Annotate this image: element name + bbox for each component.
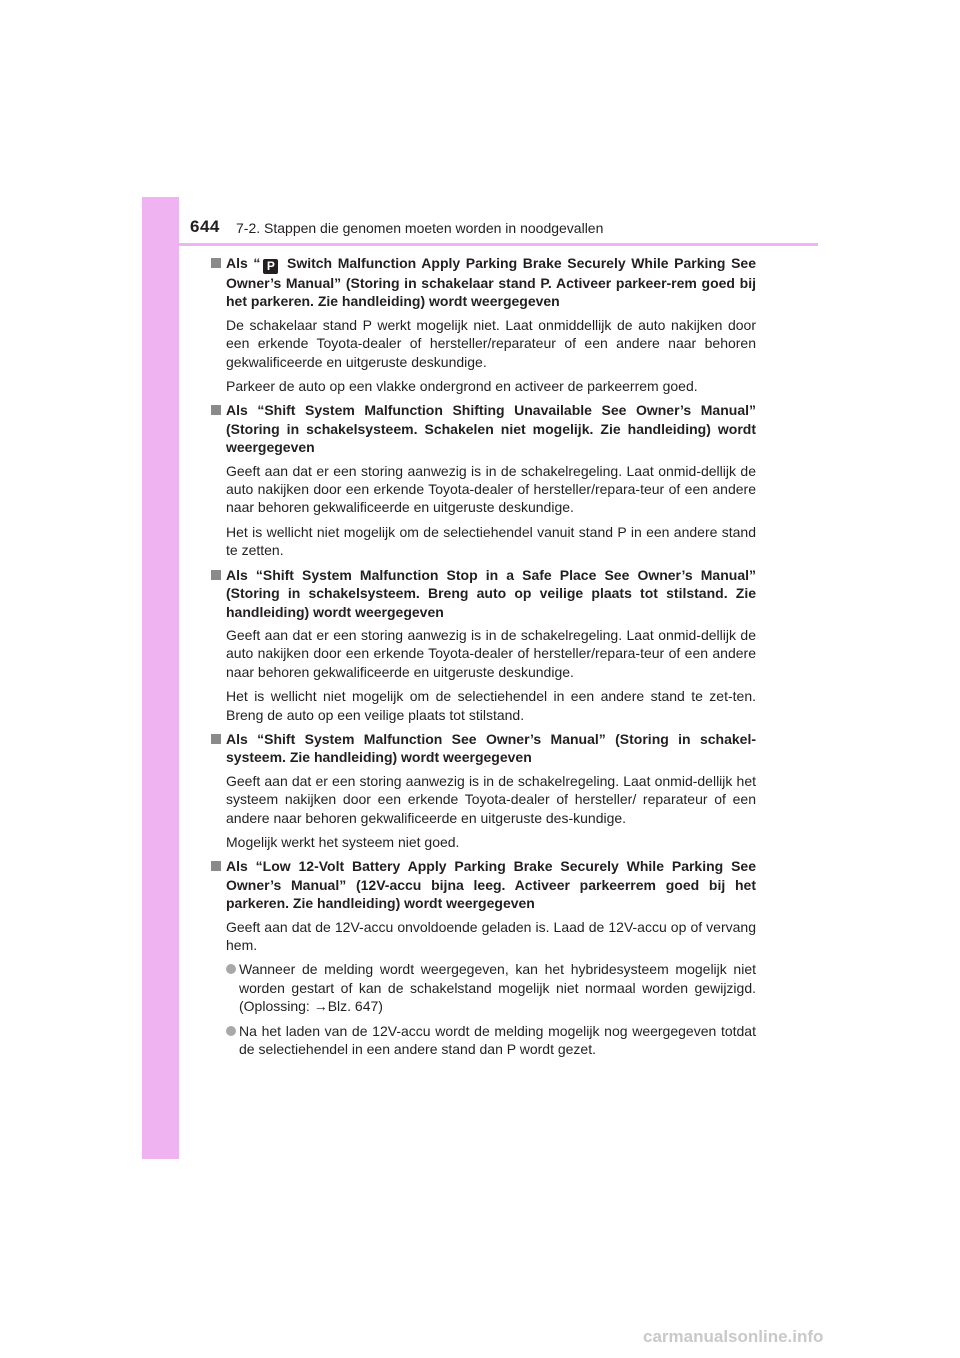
page-content <box>211 254 756 1064</box>
chapter-side-tab <box>142 197 179 1159</box>
body-paragraph: De schakelaar stand P werkt mogelijk niet. Laat onmiddellijk de auto nakijken door een erkende Toyota-dealer of hersteller/reparateur of een andere naar behoren gekwalificeerde en uitgeruste deskundige. <box>226 316 756 370</box>
square-bullet-icon <box>211 405 221 415</box>
section-heading: Als “Shift System Malfunction Stop in a Safe Place See Owner’s Manual” (Storing in schakelsysteem. Breng auto op veilige plaats tot stilstand. Zie handleiding) wordt weergegeven <box>226 566 756 620</box>
page-number: 644 <box>190 217 220 236</box>
message-section-shift-malfunction <box>211 730 756 851</box>
body-paragraph: Mogelijk werkt het systeem niet goed. <box>226 833 460 850</box>
body-paragraph: Geeft aan dat de 12V-accu onvoldoende geladen is. Laad de 12V-accu op of vervang hem. <box>226 918 756 953</box>
square-bullet-icon <box>211 861 221 871</box>
round-bullet-icon <box>226 964 236 974</box>
section-heading: Als “ P Switch Malfunction Apply Parking Brake Securely While Parking See Owner’s Manual” (Storing in schakelaar stand P. Activeer parkeer-rem goed bij het parkeren. Zie handleiding) wordt weergegeven <box>226 255 756 310</box>
section-title: 7-2. Stappen die genomen moeten worden in noodgevallen <box>236 220 604 236</box>
section-heading: Als “Low 12-Volt Battery Apply Parking Brake Securely While Parking See Owner’s Manual” (12V-accu bijna leeg. Activeer parkeerrem goed bij het parkeren. Zie handleiding) wordt weergegeven <box>226 858 756 912</box>
header-divider <box>142 243 818 246</box>
message-section-low-battery <box>211 857 756 1058</box>
message-section-p-switch <box>211 254 756 395</box>
square-bullet-icon <box>211 570 221 580</box>
body-paragraph: Geeft aan dat er een storing aanwezig is in de schakelregeling. Laat onmid-dellijk de auto nakijken door een erkende Toyota-dealer of hersteller/repara-teur of een andere naar behoren gekwalificeerde en uitgeruste deskundige. <box>226 626 756 680</box>
message-section-shifting-unavailable <box>211 401 756 559</box>
body-paragraph: Geeft aan dat er een storing aanwezig is in de schakelregeling. Laat onmid-dellijk het systeem nakijken door een erkende Toyota-dealer of hersteller/ reparateur of een andere naar behoren gekwalificeerde en uitgeruste des-kundige. <box>226 772 756 826</box>
message-section-stop-safe-place <box>211 566 756 724</box>
round-bullet-icon <box>226 1026 236 1036</box>
body-paragraph: Geeft aan dat er een storing aanwezig is in de schakelregeling. Laat onmid-dellijk de auto nakijken door een erkende Toyota-dealer of hersteller/repara-teur of een andere naar behoren gekwalificeerde en uitgeruste deskundige. <box>226 462 756 516</box>
square-bullet-icon <box>211 734 221 744</box>
body-paragraph: Het is wellicht niet mogelijk om de selectiehendel vanuit stand P in een andere stand te zetten. <box>226 523 756 559</box>
body-paragraph: Het is wellicht niet mogelijk om de selectiehendel in een andere stand te zet-ten. Breng de auto op een veilige plaats tot stilstand. <box>226 688 756 723</box>
bullet-item: Na het laden van de 12V-accu wordt de melding mogelijk nog weergegeven totdat de selectiehendel in een andere stand dan P wordt gezet. <box>226 1022 756 1059</box>
section-heading: Als “Shift System Malfunction See Owner’s Manual” (Storing in schakel-systeem. Zie handleiding) wordt weergegeven <box>226 730 756 766</box>
section-heading: Als “Shift System Malfunction Shifting Unavailable See Owner’s Manual” (Storing in schakelsysteem. Schakelen niet mogelijk. Zie handleiding) wordt weergegeven <box>226 402 756 456</box>
square-bullet-icon <box>211 258 221 268</box>
p-switch-icon: P <box>263 259 278 274</box>
watermark: carmanualsonline.info <box>643 1327 824 1346</box>
bullet-item: Wanneer de melding wordt weergegeven, kan het hybridesysteem mogelijk niet worden gestart of kan de schakelstand mogelijk niet normaal worden gewijzigd. (Oplossing: →Blz. 647) <box>226 960 756 1015</box>
body-paragraph: Parkeer de auto op een vlakke ondergrond en activeer de parkeerrem goed. <box>226 378 698 395</box>
